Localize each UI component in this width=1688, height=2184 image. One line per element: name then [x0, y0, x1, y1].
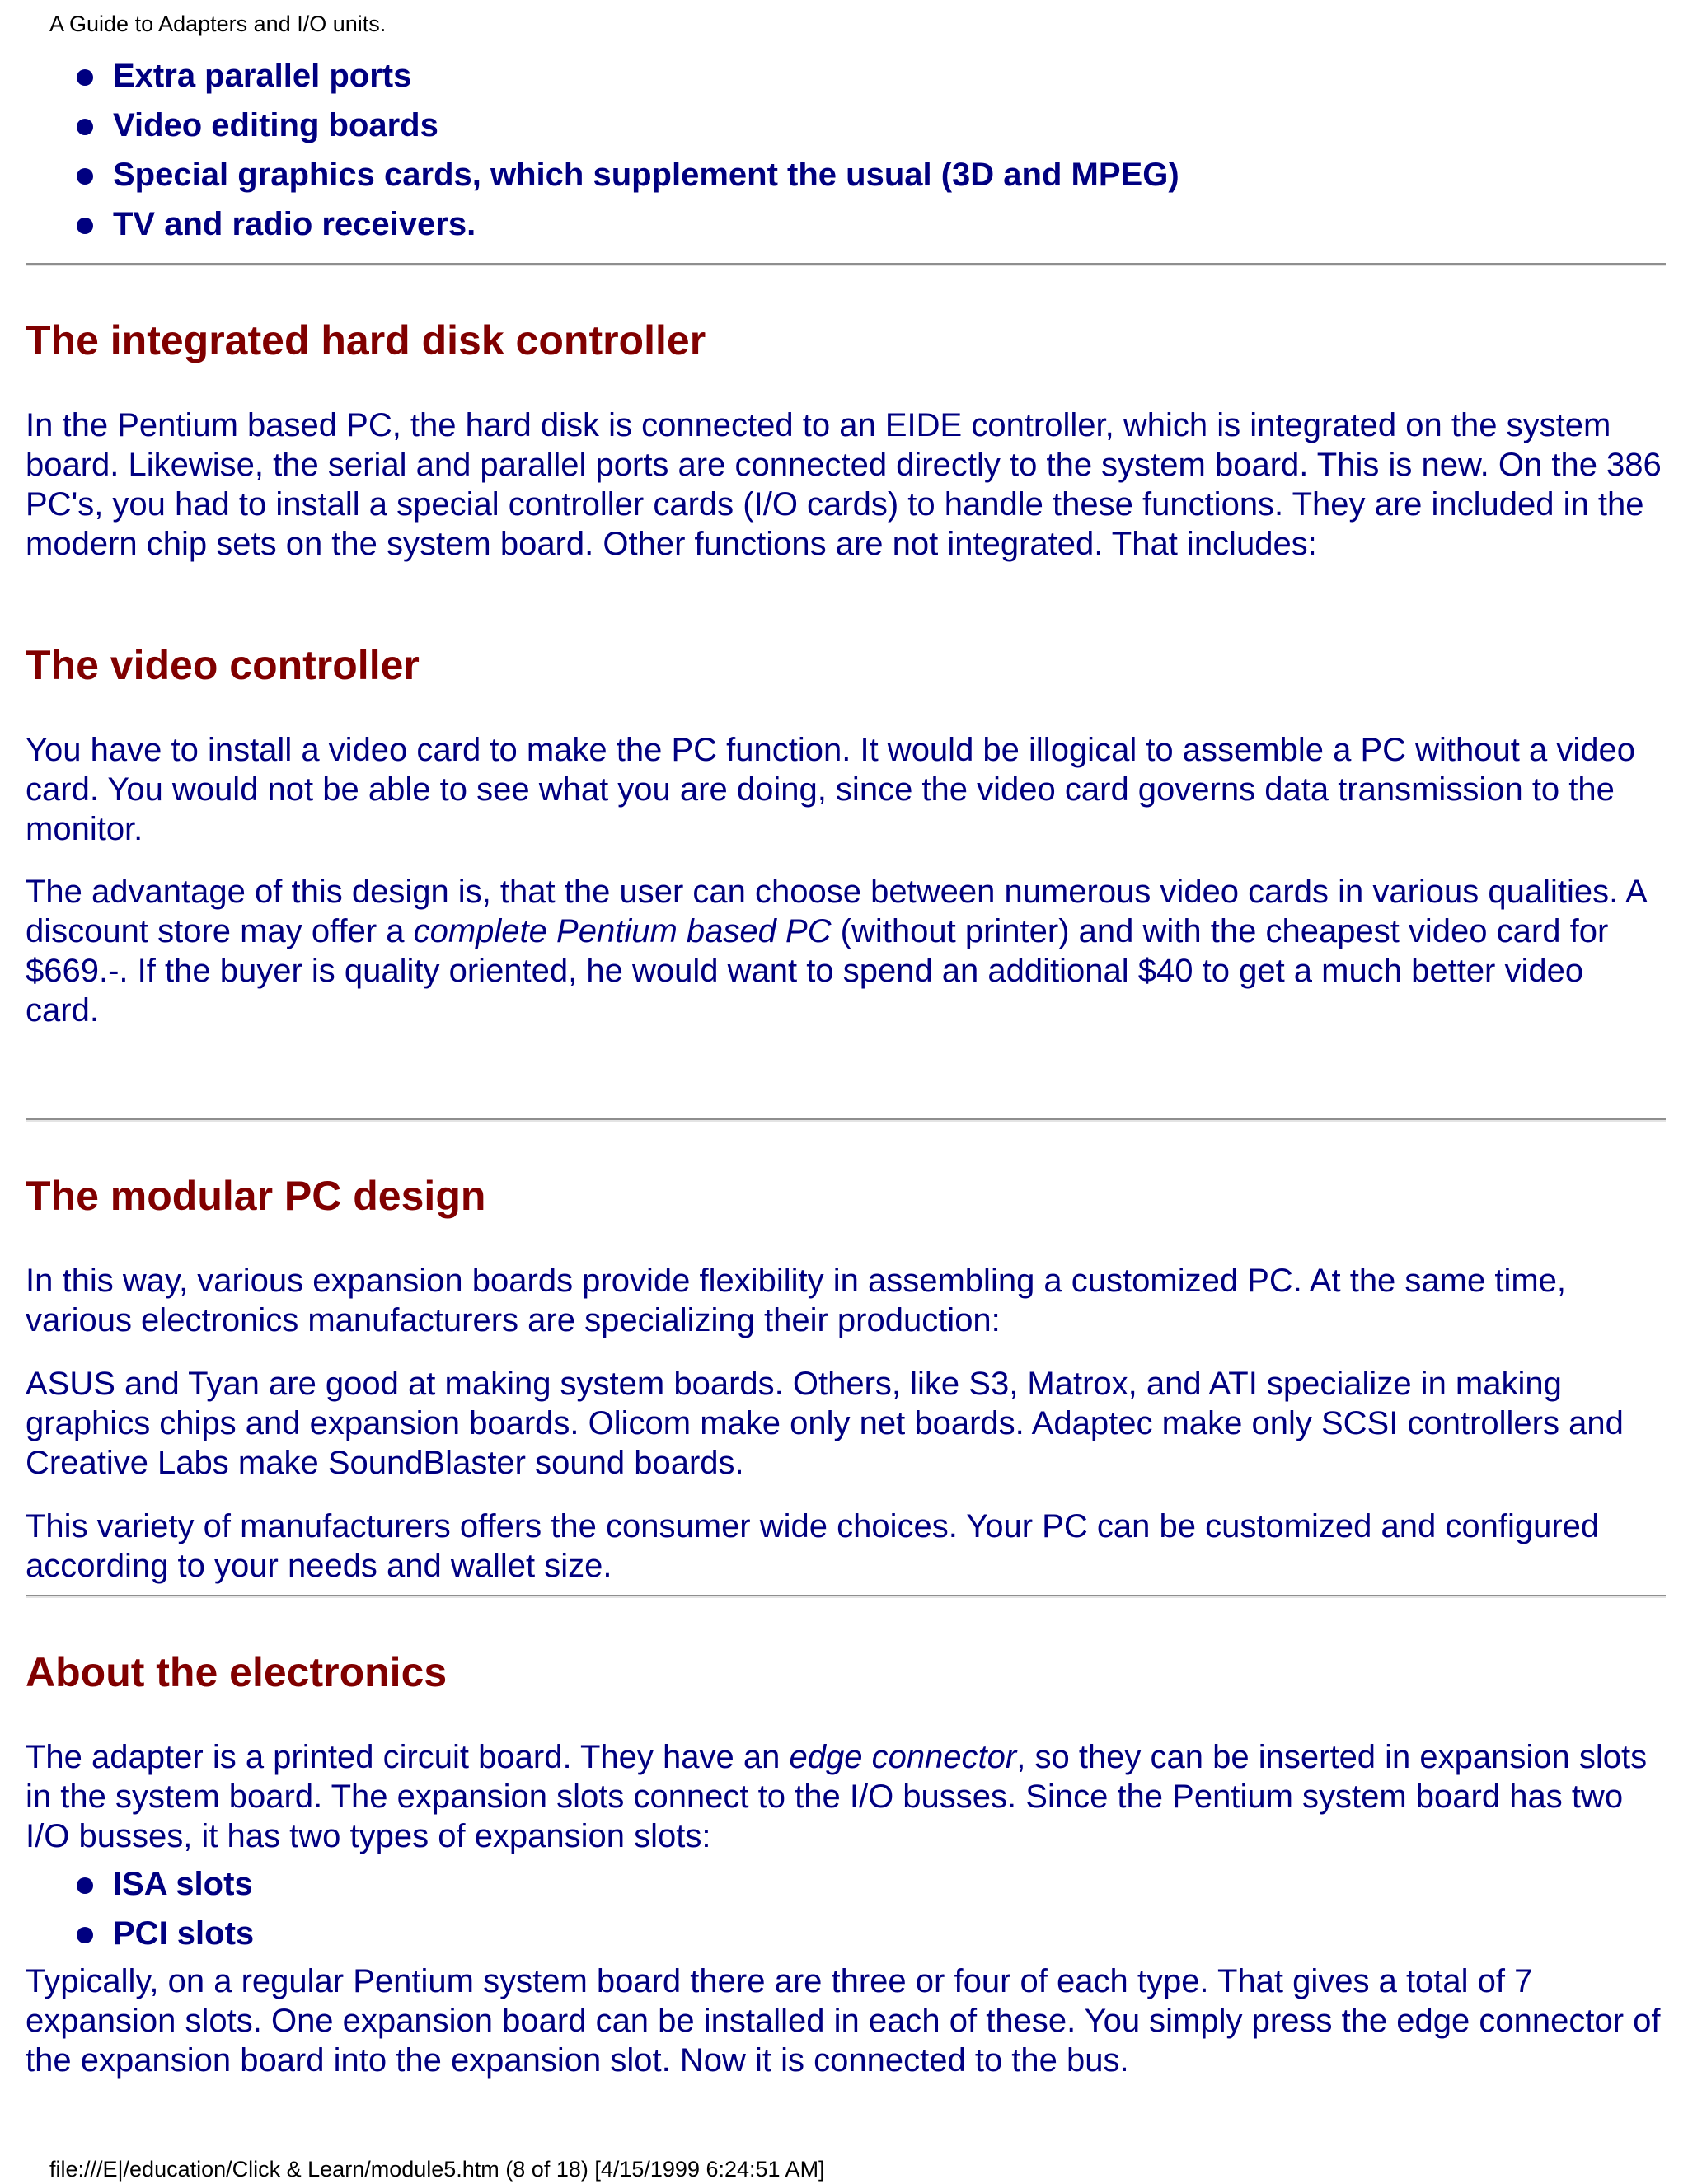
horizontal-divider: [26, 263, 1666, 266]
page-header: A Guide to Adapters and I/O units.: [49, 12, 387, 36]
section-heading-video: The video controller: [26, 642, 420, 688]
electronics-paragraph-1: [26, 1737, 1666, 1856]
list-item-text: TV and radio receivers.: [113, 206, 476, 242]
modular-paragraph-2: ASUS and Tyan are good at making system boards. Others, like S3, Matrox, and ATI specialize in making graphics chips and expansion boards. Olicom make only net boards. Adaptec make only SCSI controllers and Creative Labs make SoundBlaster sound boards.: [26, 1366, 1624, 1481]
electronics-paragraph-2: Typically, on a regular Pentium system board there are three or four of each type. That gives a total of 7 expansion slots. One expansion board can be installed in each of these. You simply press the edge connector of the expansion board into the expansion slot. Now it is connected to the bus.: [26, 1963, 1661, 2079]
electronics-paragraph-1-emphasis: edge connector: [789, 1739, 1017, 1775]
hdd-paragraph: In the Pentium based PC, the hard disk is connected to an EIDE controller, which is integrated on the system board. Likewise, the serial and parallel ports are connected directly to the system board. This is new. On the 386 PC's, you had to install a special controller cards (I/O cards) to handle these functions. They are included in the modern chip sets on the system board. Other functions are not integrated. That includes:: [26, 407, 1662, 562]
bullet-icon: [77, 69, 93, 86]
section-heading-hdd: The integrated hard disk controller: [26, 317, 706, 363]
electronics-paragraph-1-text-b: , so they can be inserted in expansion slots in the system board. The expansion slots connect to the I/O busses. Since the Pentium system board has two I/O busses, it has two types of expansion slots:: [26, 1739, 1648, 1854]
video-paragraph-2: [26, 872, 1666, 1030]
section-heading-electronics: About the electronics: [26, 1649, 448, 1695]
list-item-text: Video editing boards: [113, 107, 438, 143]
electronics-paragraph-1-text-a: The adapter is a printed circuit board. They have an: [26, 1739, 790, 1775]
modular-paragraph-3: This variety of manufacturers offers the consumer wide choices. Your PC can be customized and configured according to your needs and wallet size.: [26, 1508, 1600, 1584]
list-item-text: PCI slots: [113, 1915, 255, 1952]
video-paragraph-1: You have to install a video card to make the PC function. It would be illogical to assemble a PC without a video card. You would not be able to see what you are doing, since the video card governs data transmission to the monitor.: [26, 732, 1635, 847]
video-paragraph-2-emphasis: complete Pentium based PC: [413, 913, 832, 949]
horizontal-divider: [26, 1595, 1666, 1598]
list-item-text: Special graphics cards, which supplement the usual (3D and MPEG): [113, 157, 1179, 193]
bullet-icon: [77, 168, 93, 185]
horizontal-divider: [26, 1118, 1666, 1122]
list-item-text: ISA slots: [113, 1866, 253, 1902]
page-footer-url: file:///E|/education/Click & Learn/module5.htm (8 of 18) [4/15/1999 6:24:51 AM]: [49, 2157, 825, 2182]
bullet-icon: [77, 1877, 93, 1894]
video-paragraph-2-text-a: The advantage of this design is, that the user can choose between numerous video cards in various qualities. A discount store may offer a: [26, 874, 1646, 949]
modular-paragraph-1: In this way, various expansion boards provide flexibility in assembling a customized PC. At the same time, various electronics manufacturers are specializing their production:: [26, 1263, 1567, 1338]
bullet-icon: [77, 218, 93, 234]
bullet-icon: [77, 119, 93, 135]
list-item-text: Extra parallel ports: [113, 58, 412, 94]
section-heading-modular: The modular PC design: [26, 1173, 486, 1219]
video-paragraph-2-text-b: (without printer) and with the cheapest video card for $669.-. If the buyer is quality oriented, he would want to spend an additional $40 to get a much better video card.: [26, 913, 1609, 1029]
bullet-icon: [77, 1927, 93, 1943]
